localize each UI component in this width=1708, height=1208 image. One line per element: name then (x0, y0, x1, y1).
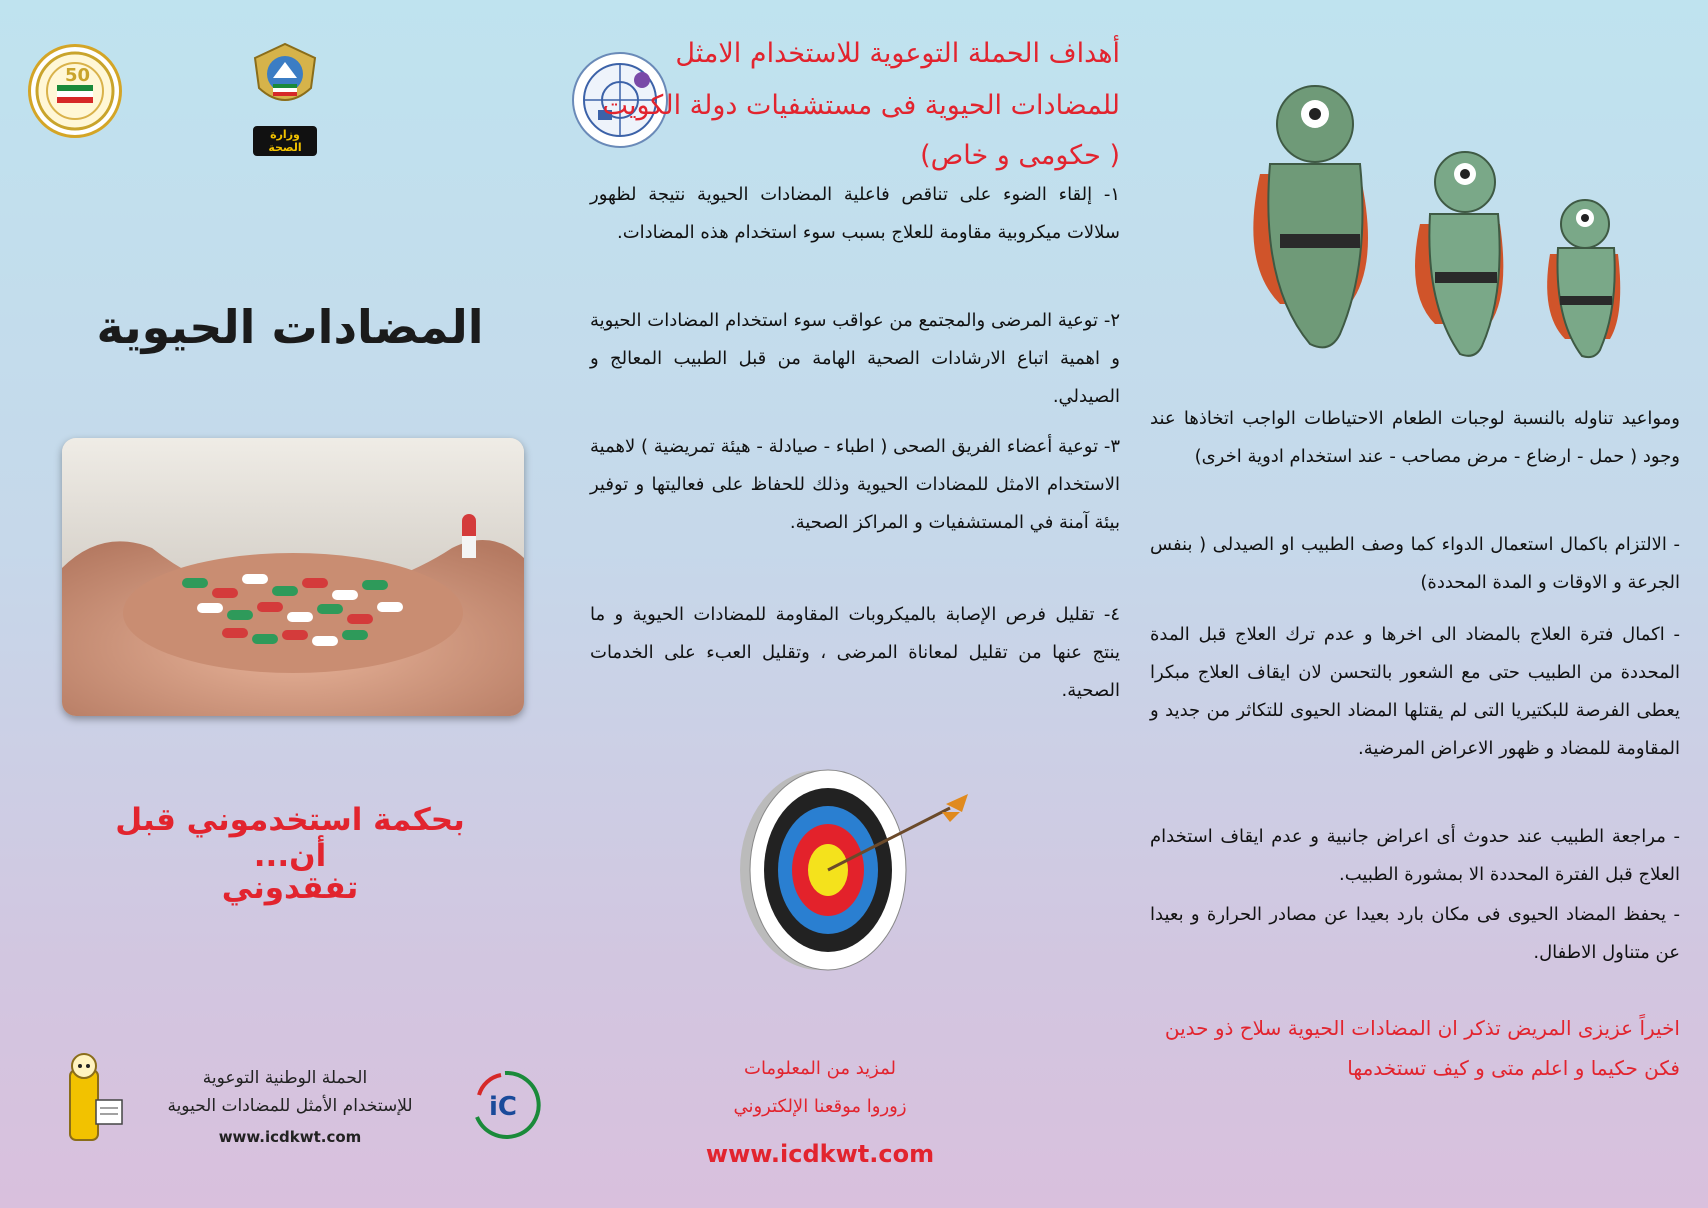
campaign-line1: الحملة الوطنية التوعوية (202, 1068, 368, 1088)
right-paragraph-3: - اكمال فترة العلاج بالمضاد الى اخرها و عدم ترك العلاج قبل المدة المحددة من الطبيب حتى مع الشعور بالتحسن لان ايقاف العلاج مبكرا يعطى الفرصة للبكتيريا التى لم يقتلها المضاد الحيوى للتكاثر من جديد و المقاومة للمضاد و ظهور الاعراض المرضية. (1150, 624, 1680, 759)
goal-item-1: ١- إلقاء الضوء على تناقص فاعلية المضادات الحيوية نتيجة لظهور سلالات ميكروبية مقاومة للعلاج بسبب سوء استخدام هذه المضادات. (590, 184, 1120, 243)
bacteria-monster-icon (1220, 64, 1680, 364)
goal-item-2: ٢- توعية المرضى والمجتمع من عواقب سوء استخدام المضادات الحيوية و اهمية اتباع الارشادات الصحية الهامة من قبل الطبيب المعالج و الصيدلي. (590, 310, 1120, 407)
campaign-url[interactable]: www.icdkwt.com (218, 1128, 362, 1146)
mascot-icon (50, 1050, 128, 1150)
pills-in-hands-photo (62, 438, 524, 716)
ic-logo (465, 1065, 545, 1145)
ic-logo-text: iC (489, 1092, 517, 1122)
middle-panel (560, 0, 1130, 1208)
bacteria-monsters-illustration (1220, 64, 1680, 364)
goals-heading-line2: للمضادات الحيوية فى مستشفيات دولة الكويت (602, 90, 1120, 121)
right-paragraph-1: ومواعيد تناوله بالنسبة لوجبات الطعام الاحتياطات الواجب اتخاذها عند وجود ( حمل - ارضاع - مرض مصاحب - عند استخدام ادوية اخرى) (1150, 408, 1680, 467)
pills-hands-icon (62, 438, 524, 716)
mascot-logo (50, 1050, 128, 1150)
website-link[interactable]: www.icdkwt.com (705, 1140, 935, 1168)
slogan-line2: تفقدوني (221, 870, 359, 906)
right-paragraph-2: - الالتزام باكمال استعمال الدواء كما وصف الطبيب او الصيدلى ( بنفس الجرعة و الاوقات و المدة المحددة) (1150, 534, 1680, 593)
goals-heading-line1: أهداف الحملة التوعوية للاستخدام الامثل (675, 38, 1120, 69)
goal-item-3: ٣- توعية أعضاء الفريق الصحى ( اطباء - صيادلة - هيئة تمريضية ) لاهمية الاستخدام الامثل للمضادات الحيوية وذلك للحفاظ على فعاليتها و توفير بيئة آمنة في المستشفيات و المراكز الصحية. (590, 436, 1120, 533)
anniversary-number: 50 (65, 65, 91, 86)
info-line2: زوروا موقعنا الإلكتروني (733, 1096, 907, 1117)
ministry-logo (245, 38, 325, 154)
left-panel (0, 0, 560, 1208)
campaign-line2: للإستخدام الأمثل للمضادات الحيوية (167, 1096, 413, 1116)
kuwait-emblem-icon (245, 38, 325, 120)
anniversary-logo (28, 44, 122, 138)
info-line1: لمزيد من المعلومات (744, 1058, 896, 1079)
goals-heading-line3: ( حكومى و خاص) (920, 140, 1120, 171)
right-paragraph-5: - يحفظ المضاد الحيوى فى مكان بارد بعيدا عن مصادر الحرارة و بعيدا عن متناول الاطفال. (1150, 904, 1680, 963)
right-panel (1130, 0, 1708, 1208)
ministry-label: وزارة الصحة (253, 126, 317, 156)
archery-target-icon (710, 760, 1010, 1000)
anniversary-emblem-icon (35, 51, 115, 131)
right-paragraph-4: - مراجعة الطبيب عند حدوث أى اعراض جانبية و عدم ايقاف استخدام العلاج قبل الفترة المحددة الا بمشورة الطبيب. (1150, 826, 1680, 885)
goal-item-4: ٤- تقليل فرص الإصابة بالميكروبات المقاومة للمضادات الحيوية و ما ينتج عنها من تقليل لمعاناة المرضى ، وتقليل العبء على الخدمات الصحية. (590, 604, 1120, 701)
main-title: المضادات الحيوية (96, 300, 484, 354)
closing-message: اخيراً عزيزى المريض تذكر ان المضادات الحيوية سلاح ذو حدين فكن حكيما و اعلم متى و كيف تستخدمها (1164, 1016, 1680, 1080)
target-illustration (710, 760, 1010, 1000)
ic-logo-icon (465, 1065, 545, 1145)
slogan-line1: بحكمة استخدموني قبل أن... (115, 802, 465, 874)
